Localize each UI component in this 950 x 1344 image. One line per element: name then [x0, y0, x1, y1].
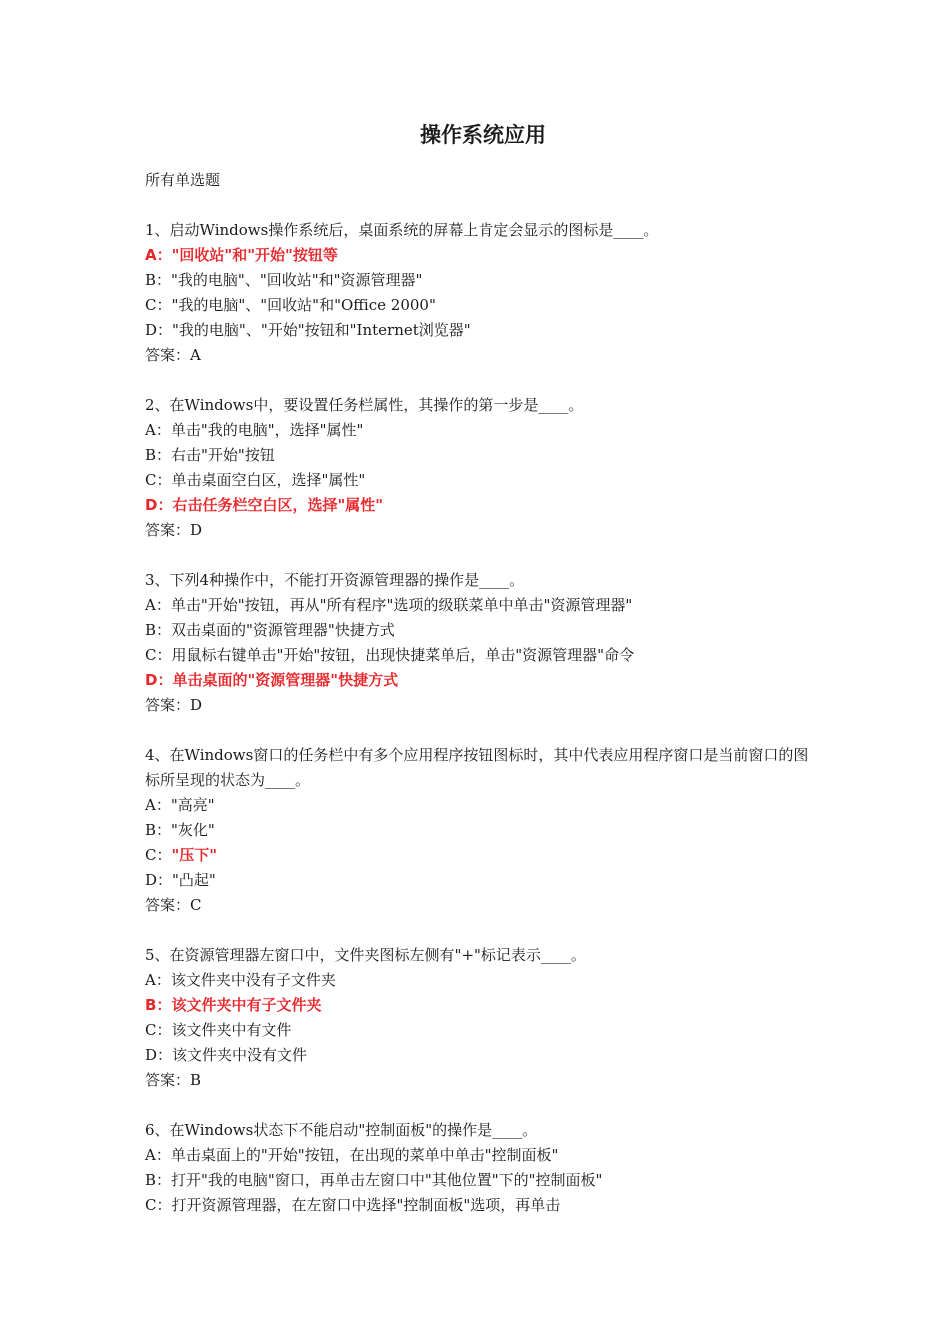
option-b — [145, 993, 815, 1018]
option-text: 打开"我的电脑"窗口，再单击左窗口中"其他位置"下的"控制面板" — [171, 1171, 603, 1189]
option-label: B： — [145, 821, 172, 839]
option-a — [145, 418, 815, 443]
option-text: "凸起" — [172, 871, 216, 889]
option-label: D： — [145, 496, 173, 514]
question-stem: 5、在资源管理器左窗口中，文件夹图标左侧有"+"标记表示____。 — [145, 946, 586, 964]
option-label: B： — [145, 996, 172, 1014]
option-text: 单击"开始"按钮，再从"所有程序"选项的级联菜单中单击"资源管理器" — [170, 596, 633, 614]
option-a — [145, 1143, 815, 1168]
document-title: 操作系统应用 — [420, 123, 546, 147]
answer-line: 答案：D — [145, 696, 203, 714]
option-label: C： — [145, 296, 172, 314]
option-text-correct: 该文件夹中有子文件夹 — [171, 996, 322, 1014]
option-label: A： — [145, 971, 171, 989]
option-text-correct: "回收站"和"开始"按钮等 — [171, 246, 338, 264]
option-b — [145, 268, 815, 293]
option-b — [145, 618, 815, 643]
question-4 — [145, 743, 815, 918]
option-c — [145, 1193, 815, 1218]
answer-line: 答案：D — [145, 521, 203, 539]
option-text: 单击"我的电脑"，选择"属性" — [170, 421, 364, 439]
option-text: "我的电脑"、"开始"按钮和"Internet浏览器" — [172, 321, 471, 339]
option-label: D： — [145, 671, 173, 689]
option-text: "灰化" — [171, 821, 215, 839]
option-a — [145, 593, 815, 618]
question-stem: 4、在Windows窗口的任务栏中有多个应用程序按钮图标时，其中代表应用程序窗口是当前窗口的图标所呈现的状态为____。 — [145, 746, 809, 789]
option-text: 单击桌面空白区，选择"属性" — [171, 471, 366, 489]
option-d — [145, 318, 815, 343]
option-text: 单击桌面上的"开始"按钮，在出现的菜单中单击"控制面板" — [170, 1146, 559, 1164]
option-text: 右击"开始"按钮 — [171, 446, 275, 464]
option-a — [145, 793, 815, 818]
question-stem: 6、在Windows状态下不能启动"控制面板"的操作是____。 — [145, 1121, 538, 1139]
option-label: A： — [145, 796, 171, 814]
option-text: "高亮" — [170, 796, 215, 814]
question-5 — [145, 943, 815, 1093]
option-label: A： — [145, 1146, 171, 1164]
option-label: D： — [145, 321, 173, 339]
option-label: C： — [145, 1021, 172, 1039]
question-stem: 2、在Windows中，要设置任务栏属性，其操作的第一步是____。 — [145, 396, 584, 414]
option-text: "我的电脑"、"回收站"和"资源管理器" — [171, 271, 423, 289]
question-stem: 1、启动Windows操作系统后，桌面系统的屏幕上肯定会显示的图标是____。 — [145, 221, 659, 239]
option-d — [145, 1043, 815, 1068]
option-text: 打开资源管理器，在左窗口中选择"控制面板"选项，再单击 — [171, 1196, 561, 1214]
answer-line: 答案：A — [145, 346, 201, 364]
option-label: B： — [145, 271, 172, 289]
option-label: B： — [145, 621, 172, 639]
question-2 — [145, 393, 815, 543]
option-label: D： — [145, 1046, 173, 1064]
question-stem: 3、下列4种操作中，不能打开资源管理器的操作是____。 — [145, 571, 525, 589]
option-label: C： — [145, 471, 172, 489]
question-6 — [145, 1118, 815, 1218]
option-text-correct: 单击桌面的"资源管理器"快捷方式 — [172, 671, 399, 689]
option-label: C： — [145, 1196, 172, 1214]
option-d — [145, 493, 815, 518]
option-b — [145, 818, 815, 843]
option-b — [145, 443, 815, 468]
option-c — [145, 843, 815, 868]
option-c — [145, 293, 815, 318]
option-c — [145, 468, 815, 493]
option-text-correct: "压下" — [171, 846, 218, 864]
option-text: 该文件夹中有文件 — [171, 1021, 292, 1039]
option-text: 用鼠标右键单击"开始"按钮，出现快捷菜单后，单击"资源管理器"命令 — [171, 646, 635, 664]
option-text-correct: 右击任务栏空白区，选择"属性" — [172, 496, 384, 514]
question-1 — [145, 218, 815, 368]
answer-line: 答案：C — [145, 896, 202, 914]
option-text: "我的电脑"、"回收站"和"Office 2000" — [171, 296, 436, 314]
option-label: B： — [145, 446, 172, 464]
option-label: A： — [145, 596, 171, 614]
question-3 — [145, 568, 815, 718]
option-d — [145, 668, 815, 693]
answer-line: 答案：B — [145, 1071, 202, 1089]
option-text: 双击桌面的"资源管理器"快捷方式 — [171, 621, 395, 639]
option-text: 该文件夹中没有子文件夹 — [170, 971, 336, 989]
option-label: D： — [145, 871, 173, 889]
option-label: B： — [145, 1171, 172, 1189]
option-c — [145, 643, 815, 668]
option-label: C： — [145, 646, 172, 664]
option-label: A： — [145, 421, 171, 439]
option-b — [145, 1168, 815, 1193]
option-text: 该文件夹中没有文件 — [172, 1046, 308, 1064]
document-page — [145, 120, 815, 1243]
section-label: 所有单选题 — [145, 171, 221, 189]
option-d — [145, 868, 815, 893]
option-a — [145, 243, 815, 268]
option-c — [145, 1018, 815, 1043]
option-label: A： — [145, 246, 172, 264]
option-label: C： — [145, 846, 172, 864]
option-a — [145, 968, 815, 993]
